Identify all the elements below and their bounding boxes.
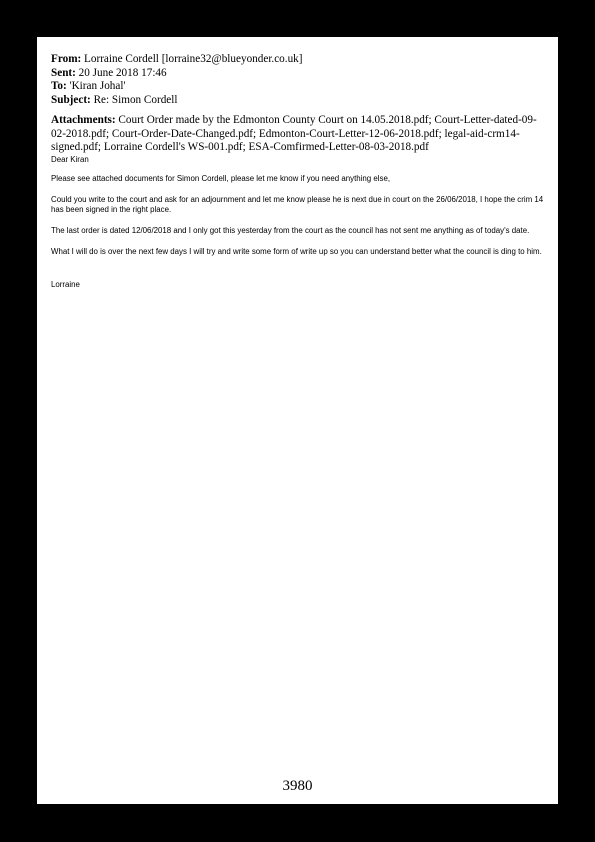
body-paragraph-2: Could you write to the court and ask for an adjournment and let me know please he is next due in court on the 26/06/2018, I hope the crim 14 has been signed in the right place. — [51, 195, 544, 215]
to-line — [51, 80, 544, 94]
email-body — [51, 155, 544, 291]
body-paragraph-4: What I will do is over the next few days I will try and write some form of write up so you can understand better what the council is ding to him. — [51, 247, 542, 257]
sent-label: Sent: — [51, 66, 76, 79]
to-value: 'Kiran Johal' — [69, 80, 126, 93]
attachments-value: Court Order made by the Edmonton County Court on 14.05.2018.pdf; Court-Letter-dated-09-02-2018.pdf; Court-Order-Date-Changed.pdf; Edmonton-Court-Letter-12-06-2018.pdf; legal-aid-crm14-signed.pdf; Lorraine Cordell's WS-001.pdf; ESA-Comfirmed-Letter-08-03-2018.pdf — [51, 114, 537, 154]
subject-value: Re: Simon Cordell — [93, 93, 178, 106]
body-paragraph-1: Please see attached documents for Simon Cordell, please let me know if you need anything else, — [51, 174, 391, 183]
document-page — [37, 37, 558, 804]
sent-value: 20 June 2018 17:46 — [78, 66, 167, 79]
body-paragraph-3: The last order is dated 12/06/2018 and I only got this yesterday from the court as the council has not sent me anything as of today's date. — [51, 226, 530, 236]
subject-label: Subject: — [51, 93, 91, 106]
to-label: To: — [51, 80, 67, 93]
email-header — [51, 53, 544, 107]
from-label: From: — [51, 53, 82, 65]
attachments-line — [51, 114, 544, 154]
attachments-label: Attachments: — [51, 114, 116, 127]
from-value: Lorraine Cordell [lorraine32@blueyonder.co.uk] — [84, 53, 303, 65]
page-number: 3980 — [282, 778, 313, 794]
subject-line — [51, 94, 544, 108]
sent-line — [51, 67, 544, 81]
salutation: Dear Kiran — [51, 154, 89, 164]
from-line — [51, 53, 544, 67]
signature: Lorraine — [51, 279, 80, 289]
